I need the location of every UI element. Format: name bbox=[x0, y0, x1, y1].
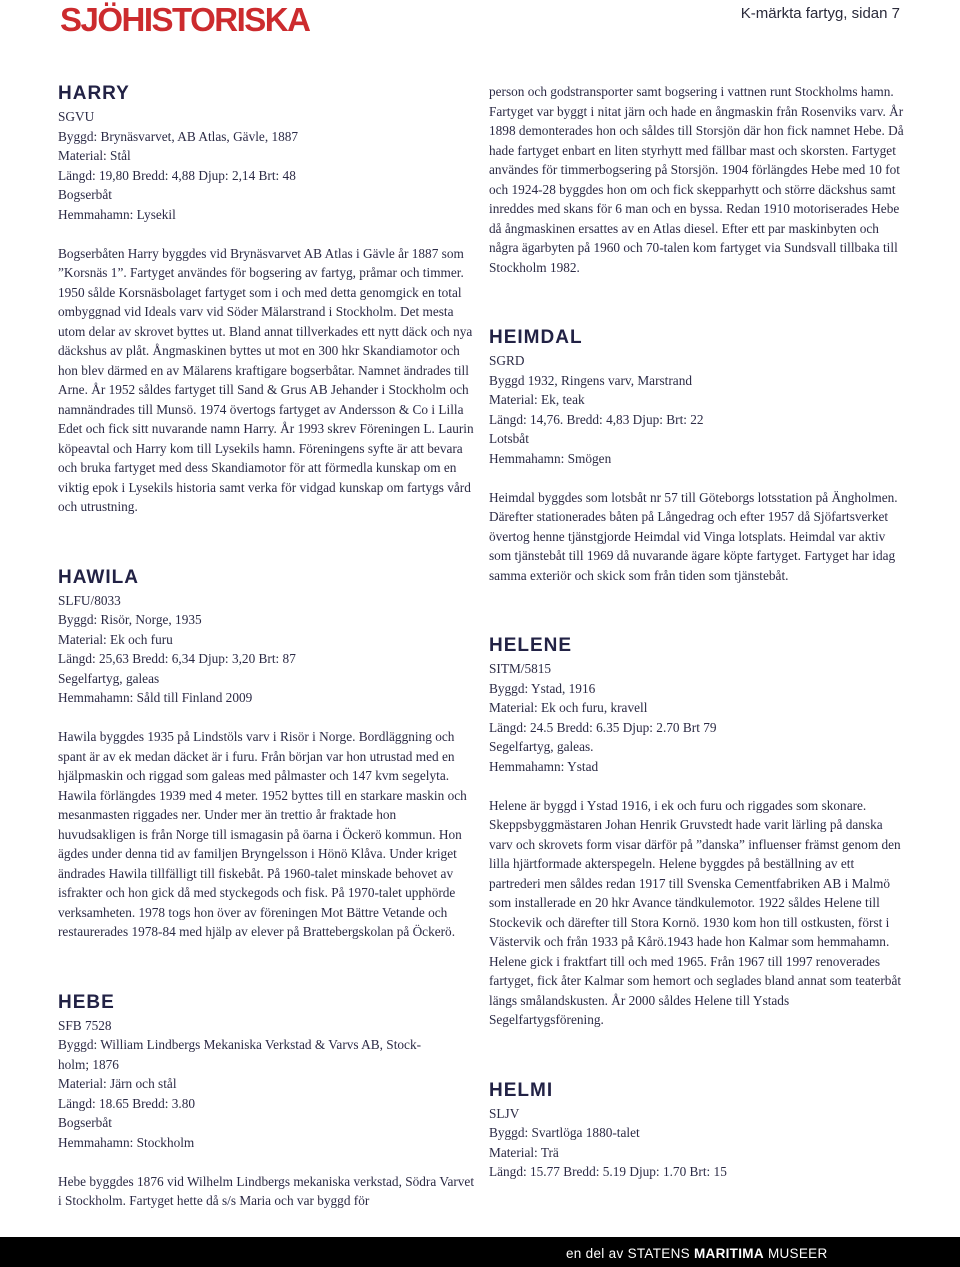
logo: SJÖHISTORISKA bbox=[60, 1, 310, 38]
fact-line: SGVU bbox=[58, 109, 95, 124]
fact-line: SLJV bbox=[489, 1105, 520, 1121]
fact-line: Segelfartyg, galeas. bbox=[489, 739, 594, 754]
fact-line: Längd: 18.65 Bredd: 3.80 bbox=[58, 1095, 196, 1111]
page-footer bbox=[0, 1237, 960, 1267]
vessel-name: HELMI bbox=[489, 1079, 554, 1101]
fact-line: Längd: 19,80 Bredd: 4,88 Djup: 2,14 Brt: 48 bbox=[58, 167, 296, 183]
fact-line: Byggd: Brynäsvarvet, AB Atlas, Gävle, 1887 bbox=[58, 128, 299, 144]
vessel-description: Heimdal byggdes som lotsbåt nr 57 till Göteborgs lotsstation på Ängholmen. Därefter stationerades båten på Långedrag och efter 1957 då Sjöfartsverket övertog henne tjänstgjorde Heimdal vid Vinga lotsplats. Heimdal var aktiv som tjänstebåt till 1969 då nuvarande ägare köpte fartyget. Fartyget har idag samma exteriör och skick som från tiden som tjänstebåt. bbox=[489, 489, 898, 583]
fact-line: Byggd 1932, Ringens varv, Marstrand bbox=[489, 372, 692, 388]
vessel-name: HEIMDAL bbox=[489, 327, 583, 348]
fact-line: SITM/5815 bbox=[489, 661, 552, 676]
vessel-name: HAWILA bbox=[58, 566, 139, 588]
vessel-facts bbox=[58, 107, 476, 224]
fact-line: Lotsbåt bbox=[489, 431, 529, 446]
vessel-helene bbox=[489, 634, 907, 1030]
fact-line: Byggd: Svartlöga 1880-talet bbox=[489, 1125, 640, 1140]
fact-line: Hemmahamn: Lysekil bbox=[58, 206, 176, 222]
fact-line: Byggd: Risör, Norge, 1935 bbox=[58, 612, 202, 627]
fact-line: SLFU/8033 bbox=[58, 592, 121, 608]
footer-credit bbox=[566, 1246, 828, 1261]
fact-line: Längd: 15.77 Bredd: 5.19 Djup: 1.70 Brt: 15 bbox=[489, 1164, 727, 1179]
fact-line: Byggd: Ystad, 1916 bbox=[489, 680, 596, 696]
footer-word-maritima: MARITIMA bbox=[693, 1246, 764, 1261]
fact-line: Material: Ek och furu bbox=[58, 631, 173, 647]
page-reference: K-märkta fartyg, sidan 7 bbox=[740, 5, 900, 22]
fact-line: Material: Ek, teak bbox=[489, 392, 585, 407]
fact-line: Material: Stål bbox=[58, 148, 131, 163]
fact-line: Längd: 14,76. Bredd: 4,83 Djup: Brt: 22 bbox=[489, 411, 704, 427]
fact-line: SGRD bbox=[489, 353, 525, 368]
fact-line: Material: Trä bbox=[489, 1144, 559, 1160]
fact-line: SFB 7528 bbox=[58, 1017, 112, 1033]
footer-word-museer: MUSEER bbox=[767, 1246, 828, 1261]
vessel-description: Bogserbåten Harry byggdes vid Brynäsvarvet AB Atlas i Gävle år 1887 som ”Korsnäs 1”. Fartyget användes för bogsering av fartyg, pråmar och timmer. 1950 sålde Korsnäsbolaget fartyget som i och med detta genomgick en total ombyggnad vid Ideals varv vid Söder Mälarstrand i Stockholm. Det mesta utom delar av skrovet byttes ut. Bland annat tillverkades ett nytt däck och nya däckshus av plåt. Ångmaskinen byttes ut mot en 300 hkr Skandiamotor och hon blev därmed en av Mälarens kraftigare bogserbåtar. Namnet ändrades till Arne. År 1952 såldes fartyget till Sand & Grus AB Jehander i Stockholm och namnändrades till Munsö. 1974 övertogs fartyget av Andersson & Co i Lilla Edet och fick sitt nuvarande namn Harry. År 1993 skrev Föreningen L. Laurin köpeavtal och Harry kom till Lysekils hamn. Föreningens syfte är att bevara och bruka fartyget med dess Skandiamotor för att förmedla kunskap om en viktig epok i Lysekils historia samt verka för vidgad kunskap om fartygs vård och utrustning. bbox=[58, 245, 474, 514]
vessel-hebe bbox=[58, 991, 476, 1211]
right-column bbox=[489, 82, 907, 1182]
vessel-facts bbox=[58, 591, 476, 708]
fact-line: holm; 1876 bbox=[58, 1056, 119, 1072]
vessel-facts bbox=[58, 1016, 476, 1153]
vessel-name: HEBE bbox=[58, 991, 115, 1013]
vessel-heimdal bbox=[489, 326, 907, 585]
vessel-description: Helene är byggd i Ystad 1916, i ek och furu och riggades som skonare. Skeppsbyggmästaren Johan Henrik Gruvstedt hade varit lärling på danska varv och skrovets form visar därför på ”danska” influenser främst genom den lilla hjärtformade akterspegeln. Helene byggdes på beställning av ett partrederi men såldes redan 1917 till Svenska Cementfabriken AB i Malmö som installerade en 20 hkr Avance tändkulemotor. 1922 såldes Helene till Stockevik och därefter till Stora Kornö. 1930 kom hon till ostkusten, först i Västervik och från 1933 på Kårö.1943 hade hon Kalmar som hemmahamn. Helene gick i fraktfart till och med 1965. Från 1967 till 1997 renoverades fartyget, fick åter Kalmar som hemort och seglades bland annat som teaterbåt längs smålandskusten. År 2000 såldes Helene till Ystads Segelfartygsförening. bbox=[489, 797, 902, 1027]
vessel-facts bbox=[489, 659, 907, 776]
page-header bbox=[0, 0, 960, 44]
fact-line: Hemmahamn: Smögen bbox=[489, 450, 612, 466]
fact-line: Hemmahamn: Ystad bbox=[489, 758, 599, 774]
fact-line: Material: Järn och stål bbox=[58, 1076, 177, 1091]
vessel-hawila bbox=[58, 566, 476, 942]
vessel-facts bbox=[489, 1104, 907, 1182]
vessel-name: HELENE bbox=[489, 635, 573, 656]
fact-line: Byggd: William Lindbergs Mekaniska Verkstad & Varvs AB, Stock- bbox=[58, 1037, 422, 1052]
vessel-harry bbox=[58, 82, 476, 517]
fact-line: Hemmahamn: Såld till Finland 2009 bbox=[58, 690, 253, 705]
vessel-facts bbox=[489, 351, 907, 468]
vessel-description: Hawila byggdes 1935 på Lindstöls varv i Risör i Norge. Bordläggning och spant är av ek medan däcket är i furu. Från början var hon utrustad med en hjälpmaskin och riggad som galeas med pålmaster och 147 kvm segelyta. Hawila förlängdes 1939 med 4 meter. 1952 byttes till en starkare maskin och mesanmasten riggades ner. Under mer än trettio år fraktade hon huvudsakligen is från Norge till ismagasin på öarna i Öckerö kommun. Hon ägdes under denna tid av familjen Bryngelsson i Hönö Klåva. Under kriget ändrades Hawila tillfälligt till fiskebåt. På 1960-talet minskade behovet av isfrakter och hon gick då med styckegods och fisk. På 1970-talet upphörde verksamheten. 1978 togs hon över av föreningen Mot Bättre Vetande och restaurerades 1978-84 med hjälp av elever på Brattebergskolan på Öckerö. bbox=[58, 729, 467, 939]
vessel-name: HARRY bbox=[58, 83, 130, 104]
left-column bbox=[58, 82, 476, 1211]
vessel-helmi bbox=[489, 1079, 907, 1182]
fact-line: Bogserbåt bbox=[58, 1115, 112, 1130]
fact-line: Längd: 24.5 Bredd: 6.35 Djup: 2.70 Brt 79 bbox=[489, 719, 717, 735]
fact-line: Bogserbåt bbox=[58, 187, 112, 202]
fact-line: Hemmahamn: Stockholm bbox=[58, 1134, 195, 1150]
vessel-description-continued: person och godstransporter samt bogsering i vattnen runt Stockholms hamn. Fartyget var byggt i nitat järn och hade en ångmaskin från Rosenviks varv. År 1898 demonterades hon och såldes till Storsjön där hon fick namnet Hebe. Då hade fartyget enbart en liten styrhytt med fällbar mast och skorsten. Fartyget användes för timmerbogsering på Storsjön. 1904 förlängdes Hebe med 10 fot och 1924-28 byggdes hon om och fick skepparhytt och större däckshus samt inreddes med skans för 6 man och en byssa. Redan 1910 motoriserades Hebe då ångmaskinen ersattes av en Atlas diesel. Efter ett par maskinbyten och några ägarbyten på 1960 och 70-talen kom fartyget via Sundsvall tillbaka till Stockholm 1982. bbox=[489, 84, 904, 275]
footer-word-statens: STATENS bbox=[627, 1246, 690, 1261]
fact-line: Material: Ek och furu, kravell bbox=[489, 700, 648, 715]
vessel-description: Hebe byggdes 1876 vid Wilhelm Lindbergs mekaniska verkstad, Södra Varvet i Stockholm. Fartyget hette då s/s Maria och var byggd för bbox=[58, 1173, 475, 1208]
fact-line: Segelfartyg, galeas bbox=[58, 670, 160, 686]
fact-line: Längd: 25,63 Bredd: 6,34 Djup: 3,20 Brt: 87 bbox=[58, 651, 296, 666]
footer-prefix: en del av bbox=[566, 1246, 624, 1261]
